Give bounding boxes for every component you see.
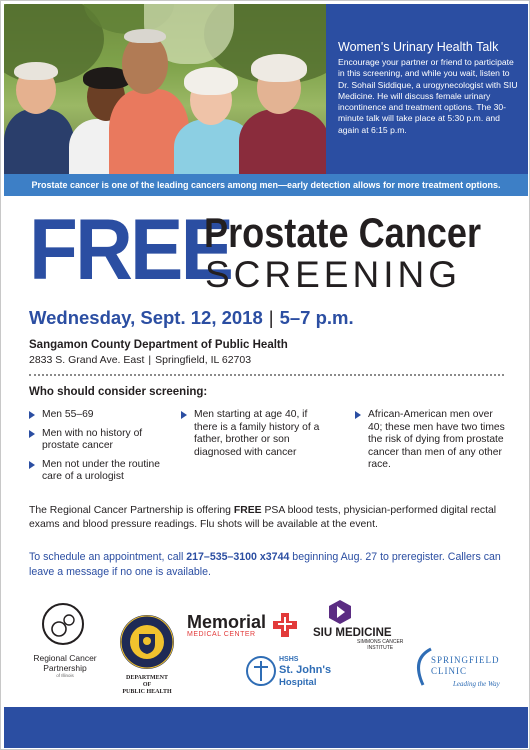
street-address: 2833 S. Grand Ave. East bbox=[29, 354, 145, 366]
list-item bbox=[355, 409, 507, 472]
hshs-line3: Hospital bbox=[279, 677, 317, 688]
list-item bbox=[181, 409, 331, 459]
free-headline: FREE bbox=[29, 202, 232, 298]
date-separator: | bbox=[268, 307, 274, 328]
hero-photo bbox=[4, 4, 326, 174]
free-emphasis: FREE bbox=[233, 505, 262, 516]
list-item bbox=[29, 409, 169, 422]
city-state-zip: Springfield, IL 62703 bbox=[155, 354, 252, 366]
clinic-line1: SPRINGFIELD bbox=[431, 655, 500, 665]
footer-bar bbox=[4, 707, 528, 748]
talk-description: Encourage your partner or friend to participate in this screening, and while you wait, listen to Dr. Sohail Siddique, a urogynecologist with SIU Medicine. He will discuss female urinary incontinence and treatment options. The 30-minute talk will take place at 5:30 p.m. and again at 6:15 p.m. bbox=[338, 57, 518, 135]
early-detection-banner: Prostate cancer is one of the leading cancers among men—early detection allows for more treatment options. bbox=[4, 174, 528, 196]
eligibility-column-2 bbox=[181, 409, 331, 465]
list-item bbox=[29, 459, 169, 484]
schedule-paragraph bbox=[29, 550, 509, 580]
rcp-line1: Regional Cancer bbox=[33, 653, 97, 663]
hshs-line1: HSHS bbox=[279, 656, 299, 663]
list-item-text: Men starting at age 40, if there is a family history of a father, brother or son diagnosed with cancer bbox=[194, 409, 320, 458]
schedule-text-1: To schedule an appointment, call bbox=[29, 551, 187, 563]
county-seal-icon bbox=[119, 614, 175, 670]
event-time: 5–7 p.m. bbox=[279, 307, 354, 328]
phone-number[interactable]: 217–535–3100 x3744 bbox=[186, 551, 290, 563]
bullet-triangle-icon bbox=[355, 411, 361, 419]
seal-line1: DEPARTMENT bbox=[125, 675, 168, 681]
list-item-text: Men not under the routine care of a urologist bbox=[42, 458, 160, 483]
bullet-triangle-icon bbox=[181, 411, 187, 419]
talk-title: Women's Urinary Health Talk bbox=[338, 40, 499, 54]
list-item-text: African-American men over 40; these men have two times the risk of dying from prostate cancer than men of any other race. bbox=[368, 409, 505, 471]
clinic-line2: CLINIC bbox=[431, 666, 467, 676]
event-date-time bbox=[29, 307, 354, 329]
siu-sub bbox=[357, 640, 403, 651]
venue-name: Sangamon County Department of Public Health bbox=[29, 339, 288, 351]
address-separator: | bbox=[148, 354, 152, 366]
venue-address bbox=[29, 354, 251, 366]
partnership-circles-icon bbox=[25, 599, 105, 649]
rcp-line2: Partnership bbox=[43, 662, 87, 673]
services-paragraph bbox=[29, 504, 504, 532]
siu-sub2: INSTITUTE bbox=[367, 644, 394, 651]
regional-cancer-partnership-logo bbox=[25, 599, 105, 694]
eligibility-column-1 bbox=[29, 409, 169, 490]
prostate-cancer-title: Prostate Cancer bbox=[204, 209, 482, 256]
urinary-health-talk-panel bbox=[326, 4, 528, 174]
eligibility-heading: Who should consider screening: bbox=[29, 386, 208, 398]
siu-medicine-logo bbox=[313, 599, 409, 651]
services-text-1: The Regional Cancer Partnership is offering bbox=[29, 505, 234, 516]
memorial-cross-icon bbox=[271, 611, 299, 639]
bullet-triangle-icon bbox=[29, 430, 35, 438]
siu-sub1: SIMMONS CANCER bbox=[357, 639, 404, 645]
dotted-divider bbox=[29, 374, 504, 376]
eligibility-column-3 bbox=[355, 409, 507, 478]
memorial-name: Memorial bbox=[187, 612, 267, 632]
bullet-triangle-icon bbox=[29, 461, 35, 469]
screening-title: SCREENING bbox=[205, 254, 461, 295]
hshs-circle-icon bbox=[245, 655, 277, 687]
siu-name: SIU MEDICINE bbox=[313, 627, 392, 639]
list-item-text: Men 55–69 bbox=[42, 409, 94, 420]
bullet-triangle-icon bbox=[29, 411, 35, 419]
list-item-text: Men with no history of prostate cancer bbox=[42, 427, 143, 452]
sangamon-county-health-seal bbox=[115, 614, 179, 694]
memorial-medical-center-logo bbox=[187, 613, 299, 643]
hshs-st-johns-logo bbox=[245, 655, 345, 691]
seal-line2: OF bbox=[142, 682, 152, 688]
schedule-text-2: beginning Aug. 27 to preregister. Callers can leave a message if no one is available. bbox=[29, 551, 501, 578]
clinic-tagline: Leading the Way bbox=[453, 680, 500, 688]
services-text-2: PSA blood tests, physician-performed digital rectal exams and blood pressure readings. Flu shots will be available at the event. bbox=[29, 505, 497, 530]
springfield-clinic-logo bbox=[409, 647, 513, 693]
list-item bbox=[29, 428, 169, 453]
rcp-line3: of Illinois bbox=[56, 673, 74, 678]
seal-line3: PUBLIC HEALTH bbox=[122, 689, 172, 695]
memorial-sub: MEDICAL CENTER bbox=[187, 631, 256, 638]
siu-hexagon-icon bbox=[327, 599, 353, 625]
hshs-line2: St. John's bbox=[279, 664, 332, 676]
event-date: Wednesday, Sept. 12, 2018 bbox=[29, 307, 263, 328]
